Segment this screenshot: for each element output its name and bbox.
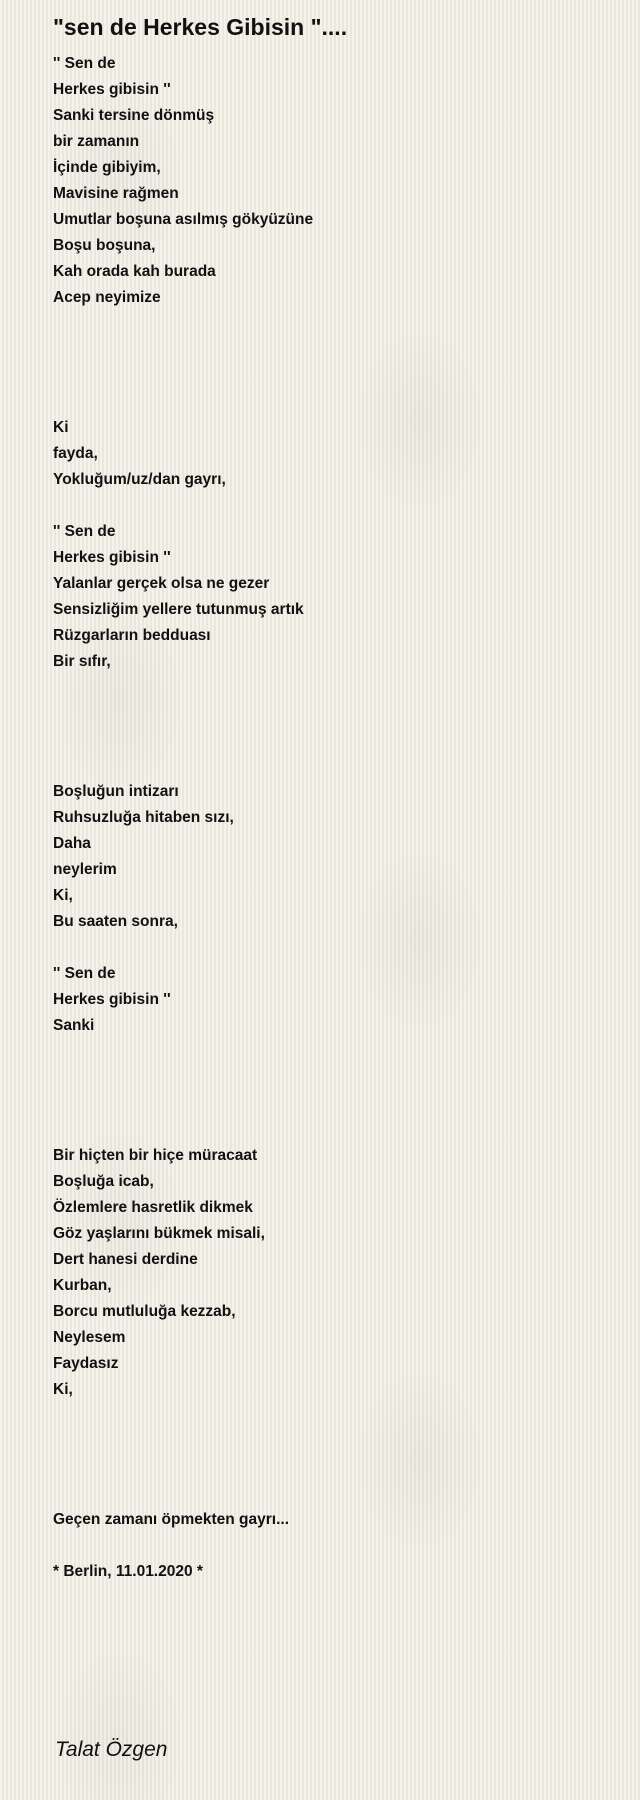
poem-line: Faydasız (53, 1355, 119, 1372)
poem-line: Bu saaten sonra, (53, 913, 178, 930)
poem-blank-line (53, 675, 613, 701)
poem-line: Boşluğa icab, (53, 1173, 154, 1190)
poem-line: '' Sen de (53, 523, 116, 540)
poem-line: Bir hiçten bir hiçe müracaat (53, 1147, 258, 1164)
poem-blank-line (53, 1533, 613, 1559)
poem-line: Acep neyimize (53, 289, 161, 306)
poem-line: '' Sen de (53, 55, 116, 72)
poem-line: İçinde gibiyim, (53, 159, 161, 176)
poem-line: Sanki (53, 1017, 95, 1034)
poem-line: Boşluğun intizarı (53, 783, 179, 800)
poem-blank-line (53, 1065, 613, 1091)
poem-blank-line (53, 701, 613, 727)
poem-line: Daha (53, 835, 91, 852)
poem-blank-line (53, 363, 613, 389)
poem-line: Yalanlar gerçek olsa ne gezer (53, 575, 270, 592)
poem-line: Göz yaşlarını bükmek misali, (53, 1225, 265, 1242)
poem-line: Ruhsuzluğa hitaben sızı, (53, 809, 234, 826)
poem-body (53, 51, 613, 1585)
poem-blank-line (53, 493, 613, 519)
poem-line: Ki (53, 419, 69, 436)
poem-blank-line (53, 1403, 613, 1429)
poem-blank-line (53, 1091, 613, 1117)
poem-line: Ki, (53, 887, 73, 904)
poem-line: Herkes gibisin '' (53, 81, 171, 98)
poem-line: Geçen zamanı öpmekten gayrı... (53, 1511, 290, 1528)
poem-line: Dert hanesi derdine (53, 1251, 198, 1268)
poem-blank-line (53, 1429, 613, 1455)
poem-blank-line (53, 1455, 613, 1481)
poem-line: Boşu boşuna, (53, 237, 156, 254)
poem-blank-line (53, 727, 613, 753)
poem-blank-line (53, 337, 613, 363)
poem-line: Kah orada kah burada (53, 263, 216, 280)
poem-line: Mavisine rağmen (53, 185, 179, 202)
author-name: Talat Özgen (55, 1738, 168, 1761)
poem-line: * Berlin, 11.01.2020 * (53, 1563, 203, 1580)
poem-line: Neylesem (53, 1329, 126, 1346)
poem-line: Sensizliğim yellere tutunmuş artık (53, 601, 304, 618)
poem-blank-line (53, 389, 613, 415)
poem-line: Herkes gibisin '' (53, 549, 171, 566)
poem-line: Sanki tersine dönmüş (53, 107, 215, 124)
poem-line: Rüzgarların bedduası (53, 627, 211, 644)
poem-line: Kurban, (53, 1277, 112, 1294)
poem-blank-line (53, 1117, 613, 1143)
poem-blank-line (53, 1481, 613, 1507)
poem-line: bir zamanın (53, 133, 140, 150)
poem-line: Yokluğum/uz/dan gayrı, (53, 471, 226, 488)
poem-line: Bir sıfır, (53, 653, 111, 670)
poem-line: '' Sen de (53, 965, 116, 982)
poem-line: neylerim (53, 861, 117, 878)
poem-line: Borcu mutluluğa kezzab, (53, 1303, 236, 1320)
poem-line: Umutlar boşuna asılmış gökyüzüne (53, 211, 314, 228)
poem-line: Herkes gibisin '' (53, 991, 171, 1008)
poem-line: Ki, (53, 1381, 73, 1398)
poem-blank-line (53, 753, 613, 779)
poem-line: Özlemlere hasretlik dikmek (53, 1199, 253, 1216)
poem-blank-line (53, 311, 613, 337)
poem-blank-line (53, 935, 613, 961)
poem-blank-line (53, 1039, 613, 1065)
poem-line: fayda, (53, 445, 98, 462)
poem-title: "sen de Herkes Gibisin ".... (53, 14, 348, 40)
